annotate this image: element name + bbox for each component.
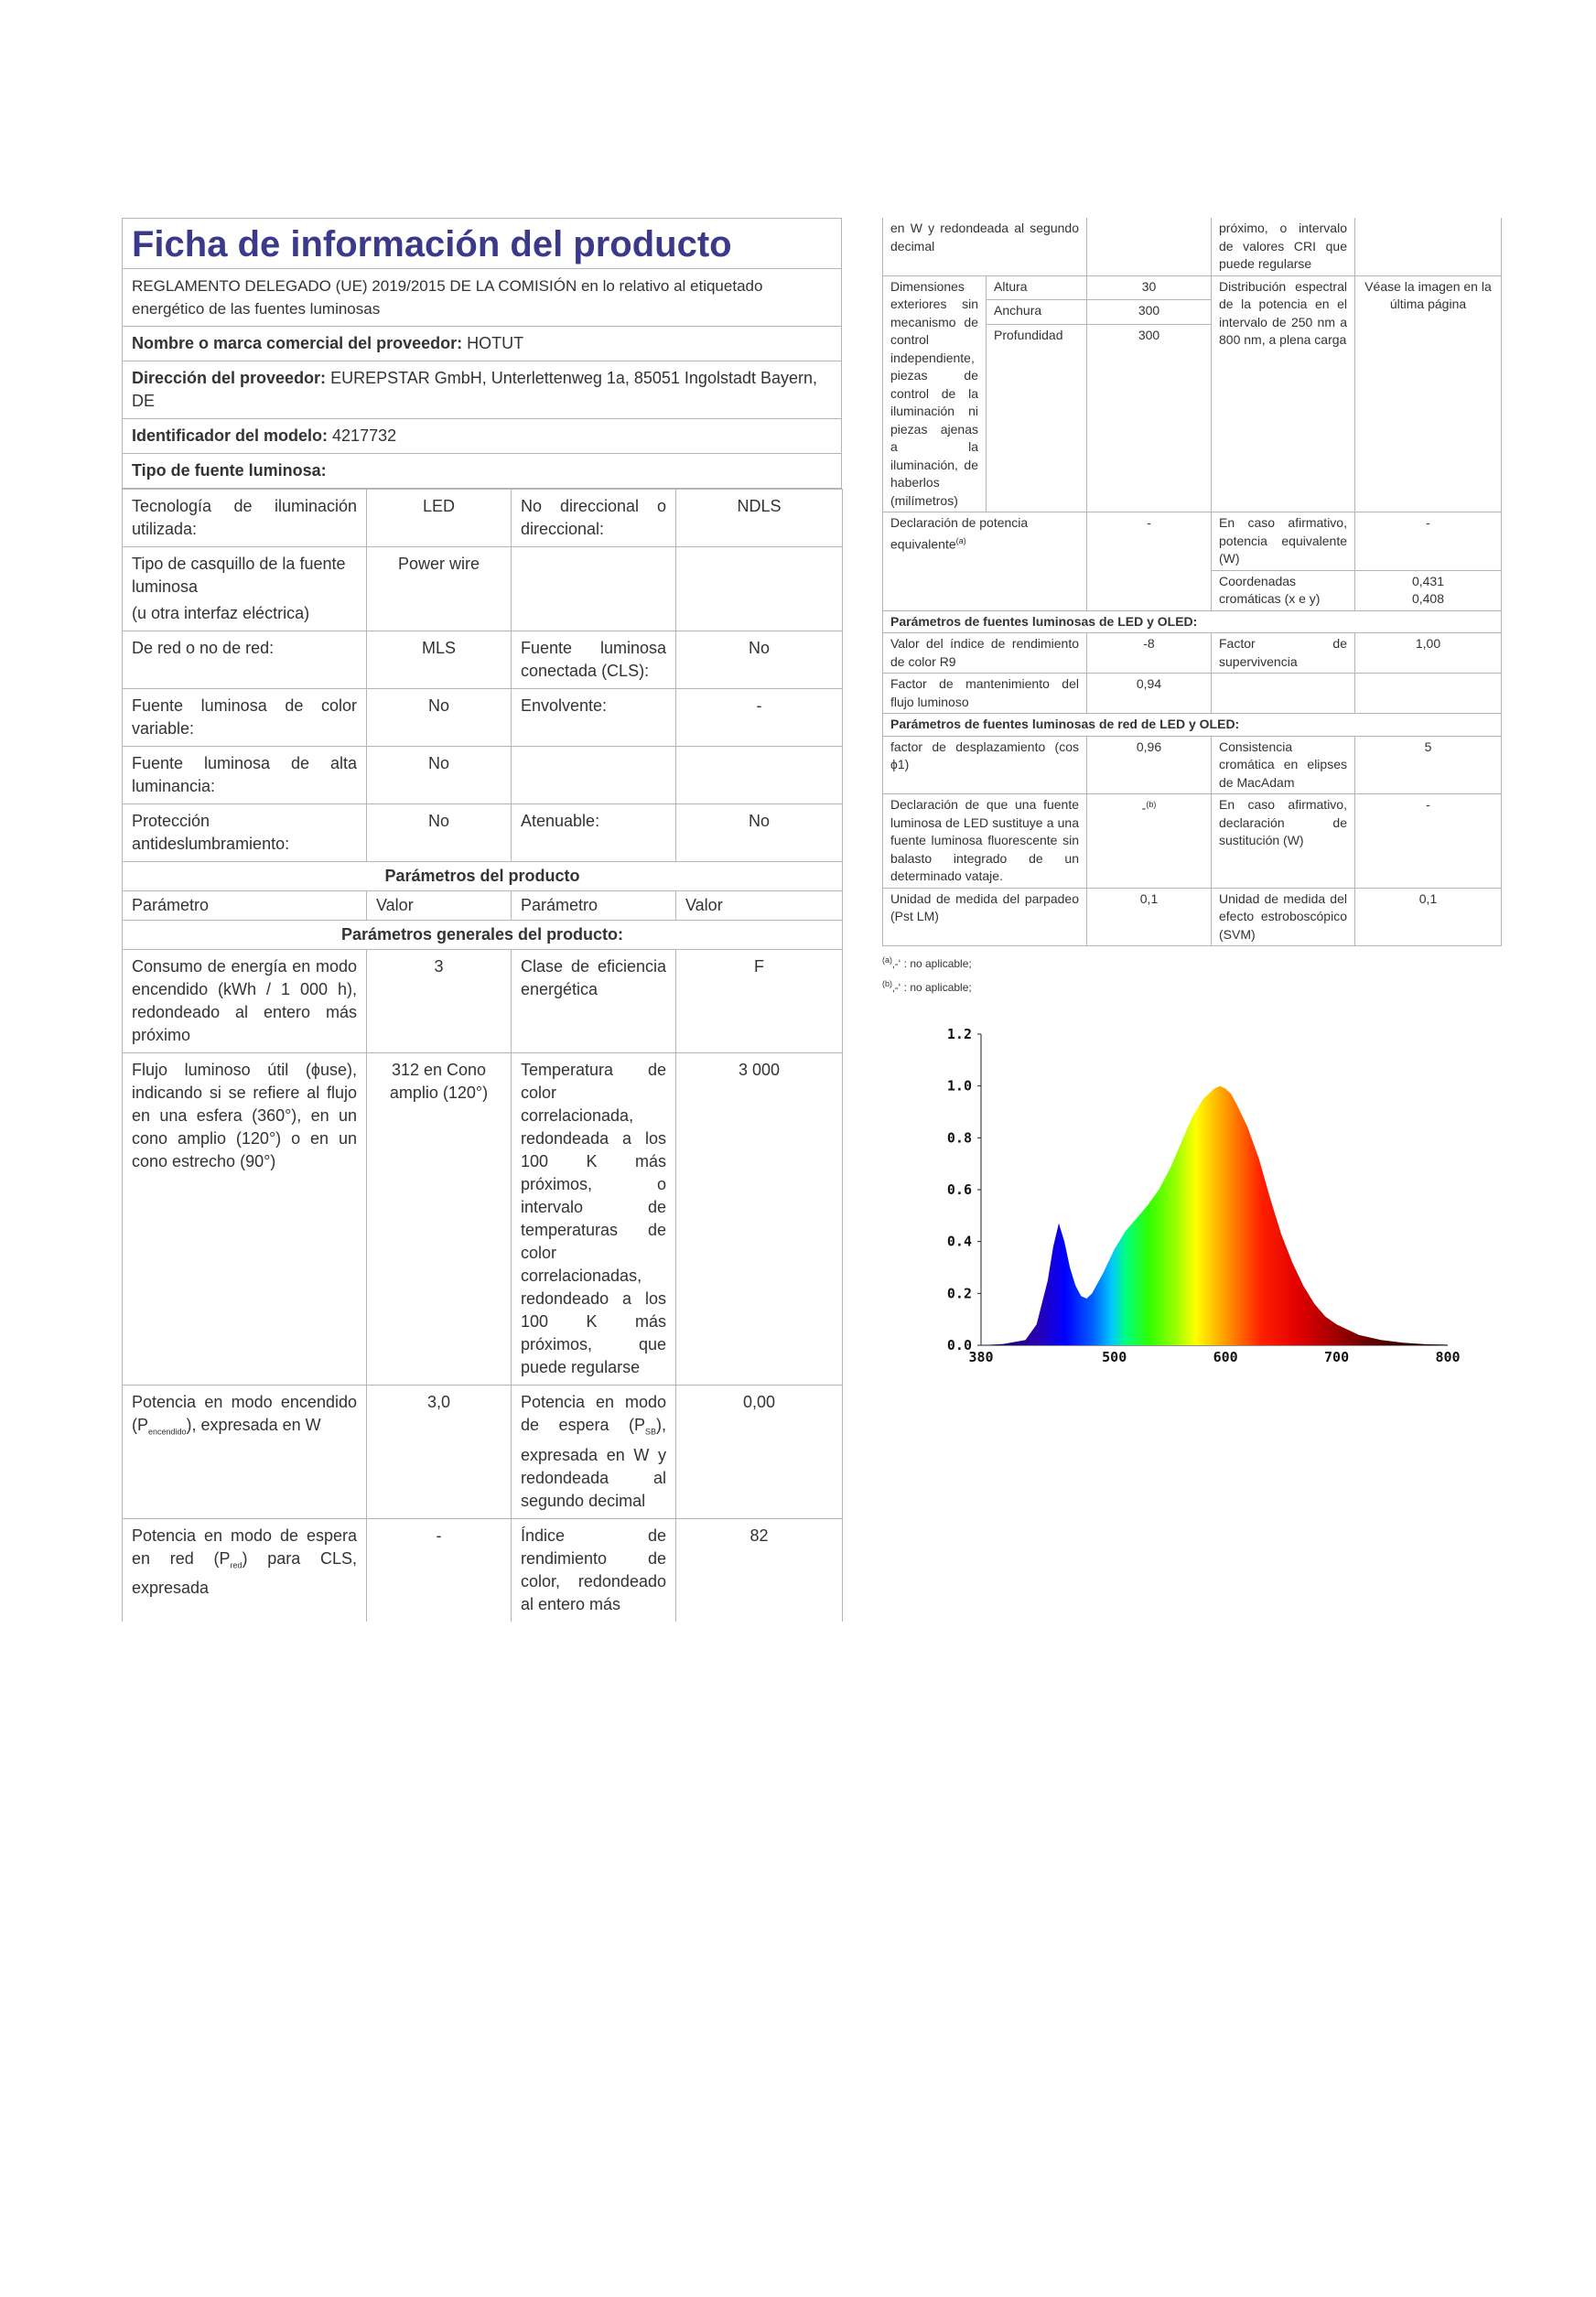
row-label [512,547,676,631]
x-tick-label: 700 [1324,1349,1350,1365]
y-tick-label: 0.8 [946,1129,972,1147]
table-row [123,490,843,547]
page-title: Ficha de información del producto [132,224,732,264]
label-part: Potencia en modo encendido (P [132,1393,357,1434]
dims-label: Dimensiones exteriores sin mecanismo de control independiente, piezas de control de la iluminación ni piezas ajenas a la iluminación, de haberlos (milímetros) [883,275,987,512]
row-value [1087,794,1212,889]
regulation-text: REGLAMENTO DELEGADO (UE) 2019/2015 DE LA COMISIÓN en lo relativo al etiquetado energético de las fuentes luminosas [132,277,763,318]
label-part: Declaración de potencia equivalente [890,515,1029,552]
x-tick-label: 500 [1102,1349,1127,1365]
row-label: No direccional o direccional: [512,490,676,547]
table-row [123,747,843,804]
model-id-value: 4217732 [332,426,397,445]
dim-name: Profundidad [987,325,1087,512]
regulation-row [122,268,842,327]
row-label-line: (u otra interfaz eléctrica) [132,604,310,622]
right-params-table [882,218,1502,946]
row-label: Envolvente: [512,689,676,747]
source-type-label: Tipo de fuente luminosa: [132,461,327,480]
spectral-value: Véase la imagen en la última página [1355,275,1502,512]
value-part: - [1141,800,1147,815]
col-header-value: Valor [367,891,512,921]
row-label-line: Tipo de casquillo de la fuente luminosa [132,555,346,596]
row-label: Índice de rendimiento de color, redondeado al entero más [512,1518,676,1622]
product-params-heading: Parámetros del producto [123,862,843,891]
row-label [123,1386,367,1519]
row-value: 312 en Cono amplio (120°) [367,1053,512,1386]
supplier-name-value: HOTUT [467,334,524,352]
row-value: No [367,747,512,804]
product-info-sheet-left [122,218,842,1622]
row-value [676,547,843,631]
row-value: No [367,804,512,862]
row-label [123,1518,367,1622]
spectral-power-chart [933,1016,1483,1382]
table-row [883,218,1502,275]
section-header-row [883,610,1502,633]
row-label [1212,674,1355,714]
row-value: 82 [676,1518,843,1622]
row-label: Consistencia cromática en elipses de MacAdam [1212,736,1355,794]
section-header-row [123,862,843,891]
row-label: De red o no de red: [123,631,367,689]
dim-value: 300 [1087,300,1212,325]
coord-y: 0,408 [1411,591,1445,606]
section-header-row [883,714,1502,737]
row-value: No [367,689,512,747]
spectral-label: Distribución espectral de la potencia en el intervalo de 250 nm a 800 nm, a plena carga [1212,275,1355,512]
row-value: 0,1 [1355,888,1502,946]
dim-value: 30 [1087,275,1212,300]
row-label: Protección antideslumbramiento: [123,804,367,862]
row-value: 0,00 [676,1386,843,1519]
table-row [883,633,1502,674]
dim-value: 300 [1087,325,1212,512]
row-value: - [1087,512,1212,611]
label-part: ), expresada en W [186,1416,321,1434]
row-value: No [676,631,843,689]
row-label: Temperatura de color correlacionada, redondeada a los 100 K más próximos, o intervalo de temperaturas de color correlacionadas, redondeado a los 100 K más próximos, que puede regularse [512,1053,676,1386]
coord-x: 0,431 [1411,573,1445,588]
row-value: 3 [367,950,512,1053]
row-value: - [676,689,843,747]
source-type-table [122,489,843,1622]
table-row [123,1386,843,1519]
table-row [883,794,1502,889]
row-value: - [1355,794,1502,889]
y-tick-label: 0.4 [946,1233,972,1250]
row-label [883,512,1087,611]
supplier-address-label: Dirección del proveedor: [132,369,327,387]
footnote-text: ‚-‘ : no aplicable; [892,981,972,994]
section-header-row [123,921,843,950]
table-row [883,888,1502,946]
row-label [123,547,367,631]
row-label: Coordenadas cromáticas (x e y) [1212,570,1355,610]
row-value [1355,570,1502,610]
supplier-name-row [122,327,842,361]
row-value: - [1355,512,1502,571]
row-value [1355,218,1502,275]
row-value: LED [367,490,512,547]
row-label: Valor del índice de rendimiento de color R9 [883,633,1087,674]
row-label: Fuente luminosa de alta luminancia: [123,747,367,804]
row-label: Tecnología de iluminación utilizada: [123,490,367,547]
footnote-mark: (b) [882,979,892,988]
row-value [1355,674,1502,714]
footnote-ref: (b) [1146,800,1157,809]
label-part: Potencia en modo de espera (P [521,1393,666,1434]
footnote-mark: (a) [882,955,892,965]
table-row [123,1053,843,1386]
supplier-name-label: Nombre o marca comercial del proveedor: [132,334,463,352]
footnote-text: ‚-‘ : no aplicable; [892,957,972,970]
column-header-row [123,891,843,921]
model-id-row [122,419,842,454]
table-row [123,547,843,631]
row-label: Fuente luminosa de color variable: [123,689,367,747]
dim-name: Altura [987,275,1087,300]
label-part: ) para CLS, expresada [132,1548,357,1598]
footnotes [882,950,1501,998]
table-row [883,275,1502,300]
col-header-param: Parámetro [512,891,676,921]
row-label: factor de desplazamiento (cos ϕ1) [883,736,1087,794]
x-tick-label: 380 [968,1349,994,1365]
row-label [512,747,676,804]
table-row [123,1518,843,1622]
supplier-address-row [122,361,842,419]
row-value [1087,218,1212,275]
footnote-ref: (a) [955,535,966,545]
label-part: Potencia en modo de espera en red (P [132,1526,357,1568]
row-label: Atenuable: [512,804,676,862]
row-value: 5 [1355,736,1502,794]
spectrum-svg [933,1016,1483,1382]
title-box [122,218,842,268]
table-row [883,736,1502,794]
row-label: Factor de supervivencia [1212,633,1355,674]
table-row [883,512,1502,571]
table-row [123,950,843,1053]
model-id-label: Identificador del modelo: [132,426,329,445]
label-subscript: SB [644,1427,656,1437]
product-info-sheet-right [882,218,1501,998]
mains-params-heading: Parámetros de fuentes luminosas de red de LED y OLED: [883,714,1502,737]
x-tick-label: 600 [1213,1349,1238,1365]
y-tick-label: 0.2 [946,1285,972,1302]
row-label: en W y redondeada al segundo decimal [883,218,1087,275]
row-label: En caso afirmativo, declaración de sustitución (W) [1212,794,1355,889]
label-subscript: red [230,1560,243,1570]
table-row [123,689,843,747]
label-subscript: encendido [148,1427,187,1437]
row-value: Power wire [367,547,512,631]
footnote-a [882,950,1501,974]
row-label: Declaración de que una fuente luminosa de LED sustituye a una fuente luminosa fluorescente sin balasto integrado de un determinado vataje. [883,794,1087,889]
chart-series [981,1086,1448,1345]
row-value: 1,00 [1355,633,1502,674]
source-type-row [122,454,842,489]
table-row [123,631,843,689]
table-row [883,674,1502,714]
row-value [676,747,843,804]
row-label: Flujo luminoso útil (ϕuse), indicando si se refiere al flujo en una esfera (360°), en un cono amplio (120°) o en un cono estrecho (90°) [123,1053,367,1386]
row-label: Factor de mantenimiento del flujo luminoso [883,674,1087,714]
dim-name: Anchura [987,300,1087,325]
footnote-b [882,974,1501,998]
label-part: ), expresada en W y redondeada al segundo decimal [521,1416,666,1510]
row-value: No [676,804,843,862]
spectrum-area [981,1086,1448,1345]
row-value: 0,96 [1087,736,1212,794]
row-value: -8 [1087,633,1212,674]
row-value: NDLS [676,490,843,547]
row-label [512,1386,676,1519]
y-tick-label: 0.0 [946,1337,972,1353]
row-label: Consumo de energía en modo encendido (kWh / 1 000 h), redondeado al entero más próximo [123,950,367,1053]
row-value: 3 000 [676,1053,843,1386]
y-tick-label: 1.0 [946,1077,972,1095]
col-header-param: Parámetro [123,891,367,921]
row-label: Fuente luminosa conectada (CLS): [512,631,676,689]
row-value: MLS [367,631,512,689]
led-params-heading: Parámetros de fuentes luminosas de LED y OLED: [883,610,1502,633]
x-tick-label: 800 [1435,1349,1461,1365]
row-value: 0,1 [1087,888,1212,946]
row-label: Unidad de medida del parpadeo (Pst LM) [883,888,1087,946]
row-value: 0,94 [1087,674,1212,714]
row-label: próximo, o intervalo de valores CRI que puede regularse [1212,218,1355,275]
y-tick-label: 1.2 [946,1026,972,1042]
row-label: Unidad de medida del efecto estroboscópico (SVM) [1212,888,1355,946]
row-value: 3,0 [367,1386,512,1519]
y-tick-label: 0.6 [946,1181,972,1198]
row-value: - [367,1518,512,1622]
row-label: Clase de eficiencia energética [512,950,676,1053]
row-value: F [676,950,843,1053]
table-row [123,804,843,862]
supplier-address-value: EUREPSTAR GmbH, Unterlettenweg 1a, 85051 Ingolstadt Bayern, DE [132,369,818,410]
row-label: En caso afirmativo, potencia equivalente (W) [1212,512,1355,571]
col-header-value: Valor [676,891,843,921]
general-params-heading: Parámetros generales del producto: [123,921,843,950]
